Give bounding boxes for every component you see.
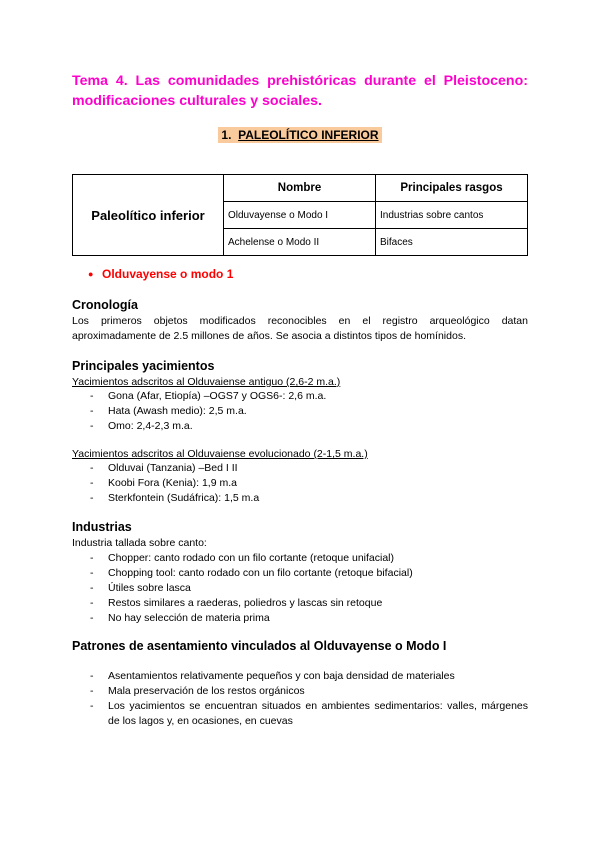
cronologia-heading: Cronología — [72, 298, 138, 312]
yacimientos-list-antiguo — [90, 389, 528, 434]
yacimientos-list-evolucionado — [90, 461, 528, 506]
header-nombre: Nombre — [224, 175, 376, 202]
list-item: - Omo: 2,4-2,3 m.a. — [90, 419, 528, 434]
patrones-heading: Patrones de asentamiento vinculados al Olduvayense o Modo I — [72, 639, 447, 653]
cronologia-text: Los primeros objetos modificados reconocibles en el registro arqueológico datan aproximadamente de 2.5 millones de años. Se asocia a distintos tipos de homínidos. — [72, 315, 528, 342]
section-heading — [0, 127, 600, 143]
yacimientos-subtitle-antiguo: Yacimientos adscritos al Olduvaiense antiguo (2,6-2 m.a.) — [72, 376, 341, 388]
periods-table — [72, 174, 528, 256]
list-item: - Chopping tool: canto rodado con un filo cortante (retoque bifacial) — [90, 566, 528, 581]
section-number: 1. — [221, 128, 232, 142]
bullet-dot-icon: ● — [88, 269, 94, 279]
document-title: Tema 4. Las comunidades prehistóricas durante el Pleistoceno: modificaciones culturales y sociales. — [72, 73, 528, 109]
bullet-heading — [88, 267, 233, 281]
industrias-heading: Industrias — [72, 520, 132, 534]
table-cell: Olduvayense o Modo I — [224, 202, 376, 229]
section-heading-highlight — [218, 127, 381, 143]
list-item: - Asentamientos relativamente pequeños y con baja densidad de materiales — [90, 669, 528, 684]
patrones-list — [90, 669, 528, 729]
industrias-list — [90, 551, 528, 626]
yacimientos-subtitle-evolucionado: Yacimientos adscritos al Olduvaiense evolucionado (2-1,5 m.a.) — [72, 448, 368, 460]
period-cell: Paleolítico inferior — [73, 175, 224, 256]
header-rasgos: Principales rasgos — [376, 175, 528, 202]
list-item: - Útiles sobre lasca — [90, 581, 528, 596]
bullet-heading-text: Olduvayense o modo 1 — [102, 267, 234, 281]
list-item: - Hata (Awash medio): 2,5 m.a. — [90, 404, 528, 419]
list-item: - Restos similares a raederas, poliedros y lascas sin retoque — [90, 596, 528, 611]
list-item: - Mala preservación de los restos orgánicos — [90, 684, 528, 699]
list-item: - Koobi Fora (Kenia): 1,9 m.a — [90, 476, 528, 491]
list-item: - Sterkfontein (Sudáfrica): 1,5 m.a — [90, 491, 528, 506]
table-cell: Bifaces — [376, 229, 528, 256]
list-item: - Los yacimientos se encuentran situados en ambientes sedimentarios: valles, márgenes de los lagos y, en ocasiones, en cuevas — [90, 699, 528, 729]
yacimientos-heading: Principales yacimientos — [72, 359, 215, 373]
section-label: PALEOLÍTICO INFERIOR — [238, 128, 379, 142]
table-header-row — [73, 175, 528, 202]
list-item: - Chopper: canto rodado con un filo cortante (retoque unifacial) — [90, 551, 528, 566]
list-item: - No hay selección de materia prima — [90, 611, 528, 626]
list-item: - Gona (Afar, Etiopía) –OGS7 y OGS6-: 2,6 m.a. — [90, 389, 528, 404]
table-cell: Industrias sobre cantos — [376, 202, 528, 229]
table-cell: Achelense o Modo II — [224, 229, 376, 256]
list-item: - Olduvai (Tanzania) –Bed I II — [90, 461, 528, 476]
industrias-intro: Industria tallada sobre canto: — [72, 537, 207, 549]
